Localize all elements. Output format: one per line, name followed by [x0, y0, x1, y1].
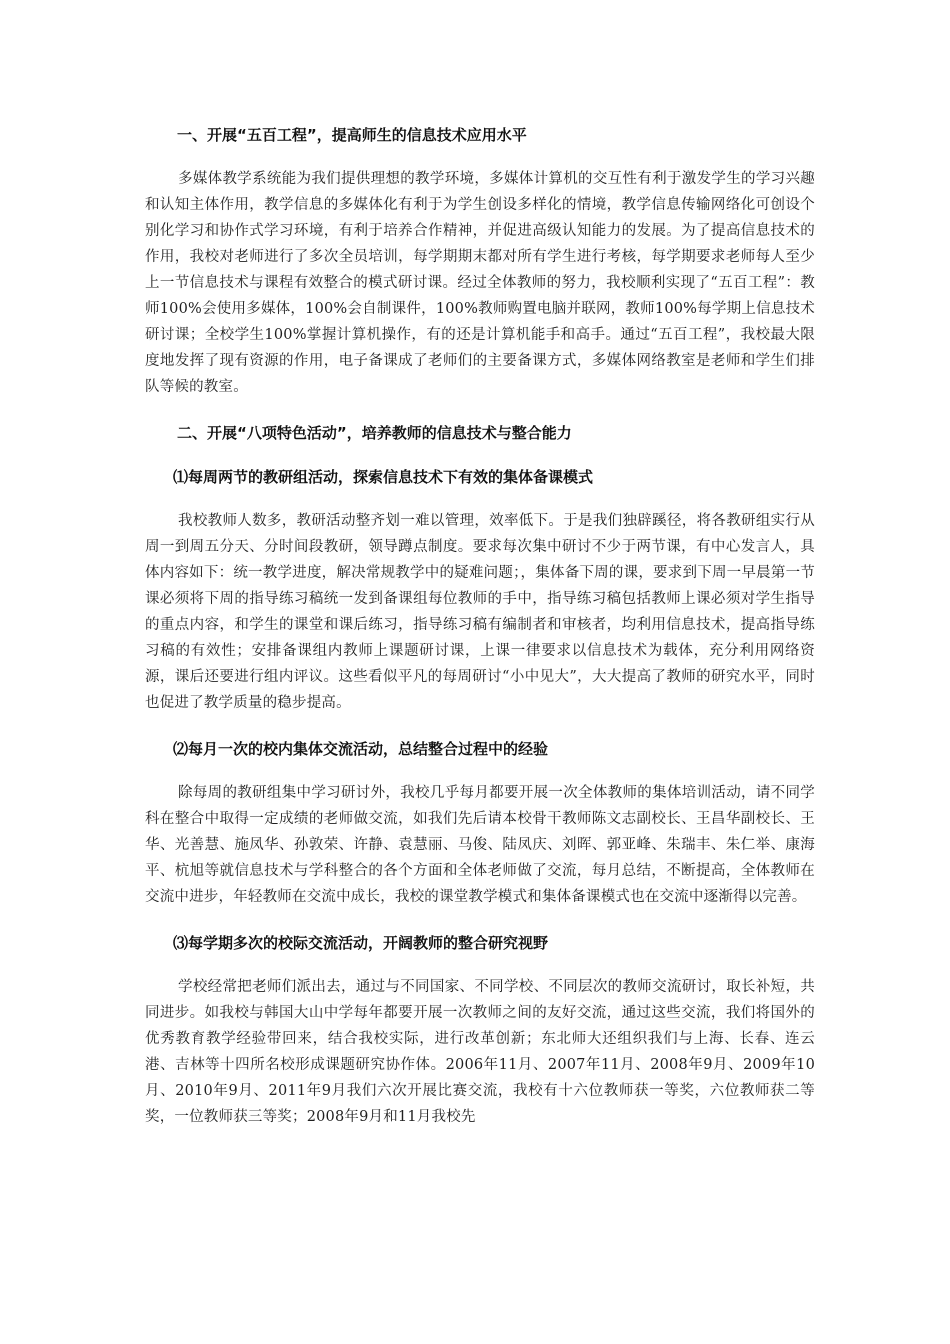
- spacer: [145, 762, 815, 780]
- spacer: [145, 910, 815, 930]
- spacer: [145, 446, 815, 464]
- document-page: [145, 122, 815, 1130]
- section-2-heading: 二、开展“八项特色活动”，培养教师的信息技术与整合能力: [177, 424, 572, 442]
- subsection-2-heading: ⑵每月一次的校内集体交流活动，总结整合过程中的经验: [173, 740, 549, 758]
- spacer: [145, 956, 815, 974]
- subsection-1-paragraph: 我校教师人数多，教研活动整齐划一难以管理，效率低下。于是我们独辟蹊径，将各教研组实行从周一到周五分天、分时间段教研，领导蹲点制度。要求每次集中研讨不少于两节课，有中心发言人，具体内容如下：统一教学进度，解决常规教学中的疑难问题；，集体备下周的课，要求到下周一早晨第一节课必须将下周的指导练习稿统一发到备课组每位教师的手中，指导练习稿包括教师上课必须对学生指导的重点内容，和学生的课堂和课后练习，指导练习稿有编制者和审核者，均利用信息技术，提高指导练习稿的有效性；安排备课组内教师上课题研讨课，上课一律要求以信息技术为载体，充分利用网络资源，课后还要进行组内评议。这些看似平凡的每周研讨“小中见大”，大大提高了教师的研究水平，同时也促进了教学质量的稳步提高。: [145, 513, 815, 711]
- spacer: [145, 400, 815, 420]
- spacer: [145, 716, 815, 736]
- section-1-heading: 一、开展“五百工程”，提高师生的信息技术应用水平: [177, 126, 527, 144]
- subsection-1-heading: ⑴每周两节的教研组活动，探索信息技术下有效的集体备课模式: [173, 468, 594, 486]
- subsection-3-heading: ⑶每学期多次的校际交流活动，开阔教师的整合研究视野: [173, 934, 549, 952]
- subsection-2-paragraph: 除每周的教研组集中学习研讨外，我校几乎每月都要开展一次全体教师的集体培训活动，请不同学科在整合中取得一定成绩的老师做交流，如我们先后请本校骨干教师陈文志副校长、王昌华副校长、王华、光善慧、施凤华、孙敦荣、许静、袁慧丽、马俊、陆凤庆、刘晖、郭亚峰、朱瑞丰、朱仁举、康海平、杭旭等就信息技术与学科整合的各个方面和全体老师做了交流，每月总结，不断提高，全体教师在交流中进步，年轻教师在交流中成长，我校的课堂教学模式和集体备课模式也在交流中逐渐得以完善。: [145, 785, 815, 905]
- spacer: [145, 490, 815, 508]
- subsection-3-paragraph: 学校经常把老师们派出去，通过与不同国家、不同学校、不同层次的教师交流研讨，取长补短，共同进步。如我校与韩国大山中学每年都要开展一次教师之间的友好交流，通过这些交流，我们将国外的优秀教育教学经验带回来，结合我校实际，进行改革创新；东北师大还组织我们与上海、长春、连云港、吉林等十四所名校形成课题研究协作体。2006年11月、2007年11月、2008年9月、2009年10月、2010年9月、2011年9月我们六次开展比赛交流，我校有十六位教师获一等奖，六位教师获二等奖，一位教师获三等奖；2008年9月和11月我校先: [145, 979, 815, 1125]
- spacer: [145, 148, 815, 166]
- section-1-paragraph: 多媒体教学系统能为我们提供理想的教学环境，多媒体计算机的交互性有利于激发学生的学习兴趣和认知主体作用，教学信息的多媒体化有利于为学生创设多样化的情境，教学信息传输网络化可创设个别化学习和协作式学习环境，有利于培养合作精神，并促进高级认知能力的发展。为了提高信息技术的作用，我校对老师进行了多次全员培训，每学期期末都对所有学生进行考核，每学期要求老师每人至少上一节信息技术与课程有效整合的模式研讨课。经过全体教师的努力，我校顺利实现了“五百工程”：教师100%会使用多媒体，100%会自制课件，100%教师购置电脑并联网，教师100%每学期上信息技术研讨课；全校学生100%掌握计算机操作，有的还是计算机能手和高手。通过“五百工程”，我校最大限度地发挥了现有资源的作用，电子备课成了老师们的主要备课方式，多媒体网络教室是老师和学生们排队等候的教室。: [145, 171, 815, 395]
